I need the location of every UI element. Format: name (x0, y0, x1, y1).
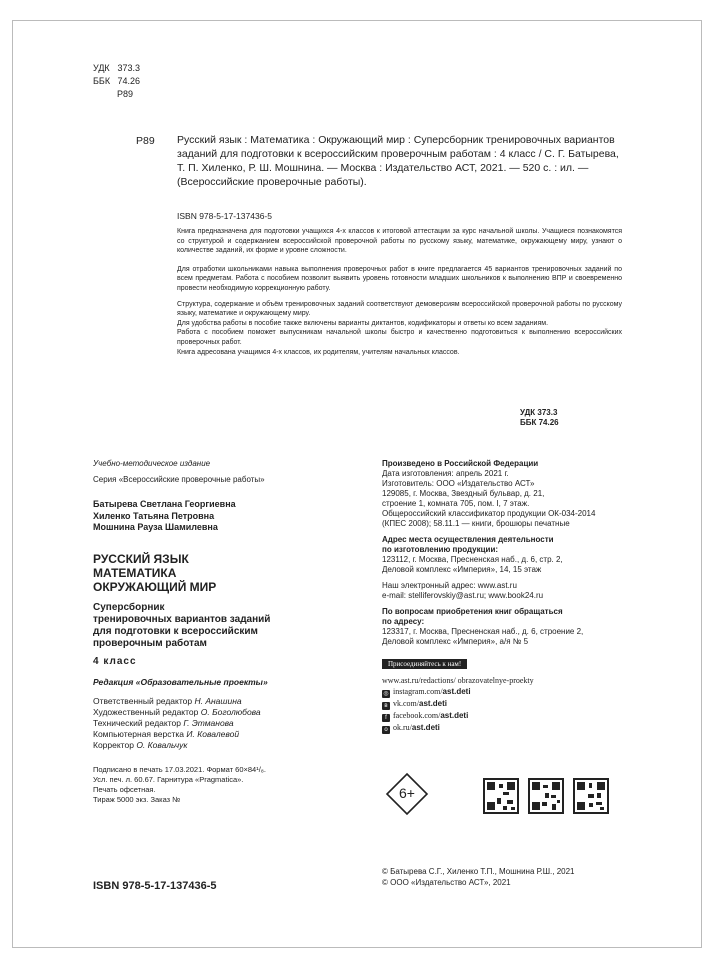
produced-heading: Произведено в Российской Федерации (382, 459, 539, 468)
redaction-name: Редакция «Образовательные проекты» (93, 676, 268, 687)
grade-label: 4 класс (93, 655, 137, 667)
abstract-paragraph: Книга предназначена для подготовки учащихся 4-х классов к итоговой аттестации за курс начальной школы. Учащиеся познакомятся со структурой и содержанием всероссийской проверочной работы по русскому языку, математике, окружающему миру, узнают о количестве заданий, их форме и уровне сложности. (177, 228, 622, 255)
title-line: ОКРУЖАЮЩИЙ МИР (93, 579, 217, 594)
web-info: Наш электронный адрес: www.ast.ru e-mail: stelliferovskiy@ast.ru; www.book24.ru (382, 581, 544, 600)
facebook-icon: f (382, 714, 390, 722)
copyright-line: © Батырева С.Г., Хиленко Т.П., Мошнина Р.Ш., 2021 (382, 867, 575, 876)
author-mark: Р89 (117, 89, 134, 99)
abstract-paragraph: Книга адресована учащимся 4-х классов, их родителям, учителям начальных классов. (177, 348, 460, 356)
instagram-icon: ◎ (383, 691, 389, 697)
print-info (93, 765, 358, 805)
author: Мошнина Рауза Шамилевна (93, 522, 218, 532)
ok-icon: o (382, 726, 390, 734)
qr-code-icon[interactable] (528, 778, 564, 814)
editor-row: Художественный редактор О. Боголюбова (93, 706, 261, 717)
title-line: МАТЕМАТИКА (93, 565, 177, 580)
isbn-top: ISBN 978-5-17-137436-5 (177, 211, 272, 221)
book-subtitle (93, 602, 358, 650)
editor-row: Технический редактор Г. Этманова (93, 717, 234, 728)
vk-icon: в (382, 702, 390, 710)
udk-right (520, 408, 559, 428)
bibliographic-record: Русский язык : Математика : Окружающий мир : Суперсборник тренировочных вариантов заданий для подготовки к всероссийским проверочным работам : 4 класс / С. Г. Батырева, Т. П. Хиленко, Р. Ш. Мошнина. — Москва : Издательство АСТ, 2021. — 520 с. : ил. — (Всероссийские проверочные работы). (177, 134, 619, 188)
udk-classification (93, 62, 140, 101)
abstract-paragraph: Работа с пособием поможет выпускникам начальной школы быстро и качественно подготовиться к выполнению всероссийских проверочных работ. (177, 329, 622, 346)
subtitle-line: проверочным работам (93, 637, 207, 649)
author: Батырева Светлана Георгиевна (93, 499, 236, 509)
bbk-label: ББК (93, 76, 111, 86)
produced-info: Дата изготовления: апрель 2021 г. Изготовитель: ООО «Издательство АСТ» 129085, г. Москва, Звездный бульвар, д. 21, строение 1, комната 705, пом. I, 7 этаж. Общероссийский классификатор продукции ОК-034-2014 (КПЕС 2008); 58.11.1 — книги, брошюры печатные (382, 469, 596, 528)
age-rating-badge (385, 772, 429, 816)
editor-row: Компьютерная верстка И. Ковалевой (93, 728, 240, 739)
print-info-line: Печать офсетная. (93, 784, 156, 794)
subtitle-line: для подготовки к всероссийским (93, 625, 258, 637)
age-rating-text: 6+ (399, 785, 415, 801)
qr-code-icon[interactable] (573, 778, 609, 814)
edition-type: Учебно-методическое издание (93, 459, 211, 468)
facebook-link[interactable]: f facebook.com/ast.deti (382, 710, 642, 722)
imprint-left-column (93, 459, 358, 805)
title-line: РУССКИЙ ЯЗЫК (93, 551, 189, 566)
address-heading: Адрес места осуществления деятельности по изготовлению продукции: (382, 535, 554, 554)
bbk-right-code: ББК 74.26 (520, 418, 559, 427)
udk-right-code: УДК 373.3 (520, 408, 558, 417)
qr-codes (483, 778, 618, 819)
buy-info: 123317, г. Москва, Пресненская наб., д. 6, строение 2, Деловой комплекс «Империя», а/я № 5 (382, 627, 584, 646)
social-links (382, 675, 642, 734)
udk-code: 373.3 (117, 63, 141, 73)
vk-link[interactable]: в vk.com/ast.deti (382, 698, 642, 710)
abstract-paragraph: Для удобства работы в пособие также включены варианты диктантов, кодификаторы и ответы ко всем заданиям. (177, 319, 549, 327)
qr-code-icon[interactable] (483, 778, 519, 814)
subtitle-line: тренировочных вариантов заданий (93, 613, 271, 625)
abstract-paragraph: Структура, содержание и объём тренировочных заданий соответствуют демоверсиям всероссийской проверочной работы по русскому языку, математике и окружающему миру. (177, 300, 622, 318)
address-info: 123112, г. Москва, Пресненская наб., д. 6, стр. 2, Деловой комплекс «Империя», 14, 15 этаж (382, 555, 563, 574)
subtitle-line: Суперсборник (93, 601, 165, 613)
authors-list (93, 499, 358, 534)
editor-row: Ответственный редактор Н. Анашина (93, 695, 242, 706)
copyright (382, 866, 575, 888)
author: Хиленко Татьяна Петровна (93, 510, 215, 521)
imprint-right-column (382, 459, 642, 734)
buy-heading: По вопросам приобретения книг обращаться по адресу: (382, 607, 563, 626)
join-us-banner: Присоединяйтесь к нам! (382, 659, 467, 669)
series-name: Серия «Всероссийские проверочные работы» (93, 475, 265, 484)
ok-link[interactable]: o ok.ru/ast.deti (382, 722, 642, 734)
print-info-line: Подписано в печать 17.03.2021. Формат 60×84¹/₈. (93, 764, 267, 774)
isbn-bottom: ISBN 978-5-17-137436-5 (93, 880, 217, 892)
editors-list (93, 696, 358, 751)
abstract-paragraph: Для отработки школьниками навыка выполнения проверочных работ в книге предлагается 45 вариантов тренировочных заданий по всем предметам. Работа с пособием позволит выявить уровень готовности младших школьников к выполнению ВПР и своевременно провести необходимую коррекционную работу. (177, 265, 622, 292)
udk-label: УДК (93, 63, 110, 73)
bbk-code: 74.26 (117, 76, 141, 86)
redactions-link[interactable]: www.ast.ru/redactions/ obrazovatelnye-proekty (382, 676, 534, 685)
abstract (177, 227, 622, 357)
print-info-line: Усл. печ. л. 60.67. Гарнитура «Pragmatica». (93, 774, 244, 784)
book-title (93, 552, 358, 594)
bib-mark: Р89 (136, 135, 155, 147)
copyright-line: © ООО «Издательство АСТ», 2021 (382, 878, 511, 887)
print-info-line: Тираж 5000 экз. Заказ № (93, 794, 181, 804)
editor-row: Корректор О. Ковальчук (93, 739, 188, 750)
instagram-link[interactable]: ◎ instagram.com/ast.deti (383, 687, 471, 697)
